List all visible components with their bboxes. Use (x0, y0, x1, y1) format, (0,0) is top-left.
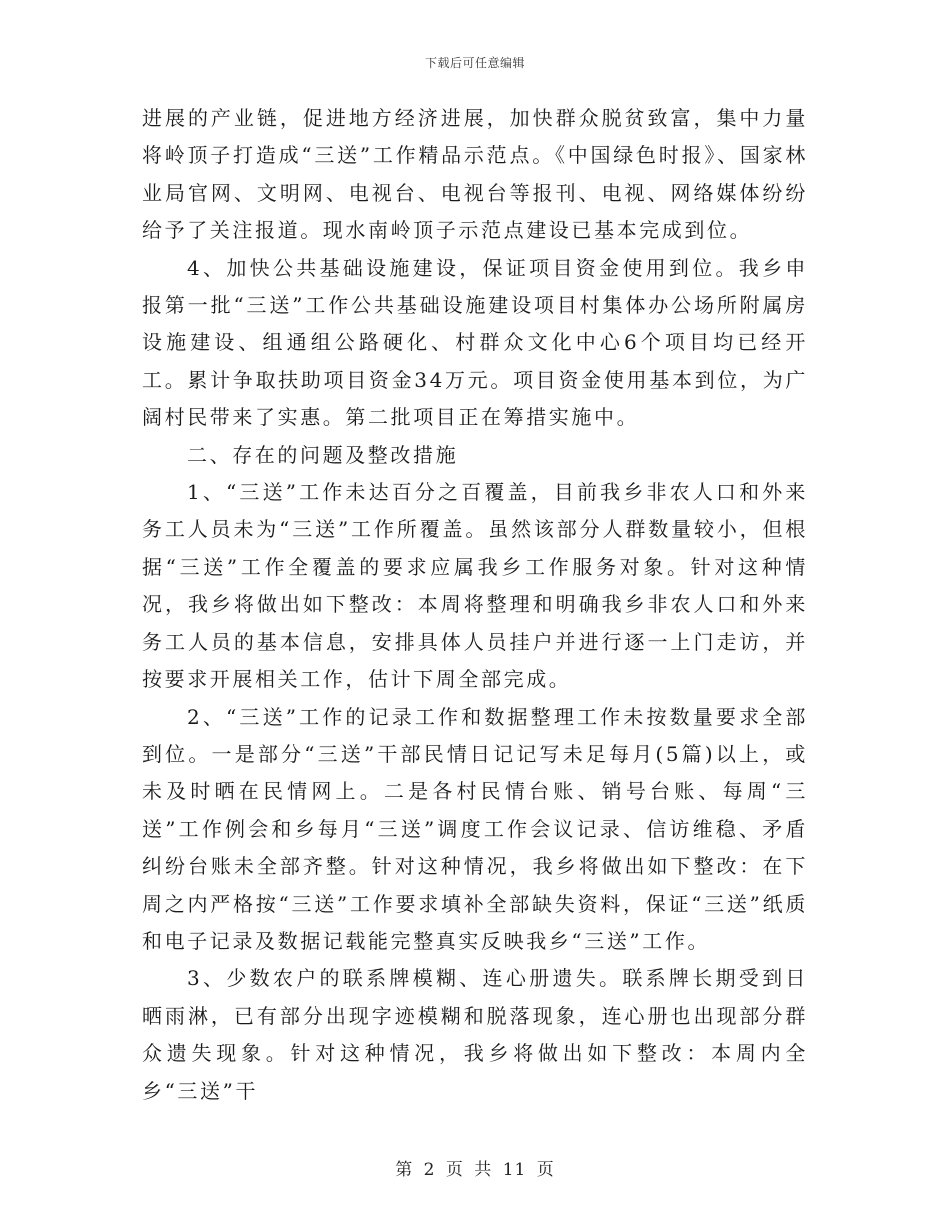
section-heading: 二、存在的问题及整改措施 (187, 442, 459, 467)
paragraph-continuation: 进展的产业链，促进地方经济进展，加快群众脱贫致富，集中力量将岭顶子打造成“三送”工作精品示范点。《中国绿色时报》、国家林业局官网、文明网、电视台、电视台等报刊、电视、网络媒体纷纷给予了关注报道。现水南岭顶子示范点建设已基本完成到位。 (142, 106, 808, 243)
paragraph-issue-3: 3、少数农户的联系牌模糊、连心册遗失。联系牌长期受到日晒雨淋，已有部分出现字迹模糊和脱落现象，连心册也出现部分群众遗失现象。针对这种情况，我乡将做出如下整改：本周内全乡“三送”干 (142, 966, 808, 1103)
page-header: 下载后可任意编辑 (424, 56, 525, 70)
paragraph-issue-2: 2、“三送”工作的记录工作和数据整理工作未按数量要求全部到位。一是部分“三送”干部民情日记记写未足每月(5篇)以上，或未及时晒在民情网上。二是各村民情台账、销号台账、每周“三送”工作例会和乡每月“三送”调度工作会议记录、信访维稳、矛盾纠纷台账未全部齐整。针对这种情况，我乡将做出如下整改：在下周之内严格按“三送”工作要求填补全部缺失资料，保证“三送”纸质和电子记录及数据记载能完整真实反映我乡“三送”工作。 (142, 704, 808, 953)
paragraph-item-4: 4、加快公共基础设施建设，保证项目资金使用到位。我乡申报第一批“三送”工作公共基础设施建设项目村集体办公场所附属房设施建设、组通组公路硬化、村群众文化中心6个项目均已经开工。累计争取扶助项目资金34万元。项目资金使用基本到位，为广阔村民带来了实惠。第二批项目正在筹措实施中。 (142, 255, 808, 430)
paragraph-issue-1: 1、“三送”工作未达百分之百覆盖，目前我乡非农人口和外来务工人员未为“三送”工作所覆盖。虽然该部分人群数量较小，但根据“三送”工作全覆盖的要求应属我乡工作服务对象。针对这种情况，我乡将做出如下整改：本周将整理和明确我乡非农人口和外来务工人员的基本信息，安排具体人员挂户并进行逐一上门走访，并按要求开展相关工作，估计下周全部完成。 (142, 480, 808, 692)
document-body (142, 100, 808, 1110)
page-number: 第 2 页 共 11 页 (395, 1160, 555, 1180)
